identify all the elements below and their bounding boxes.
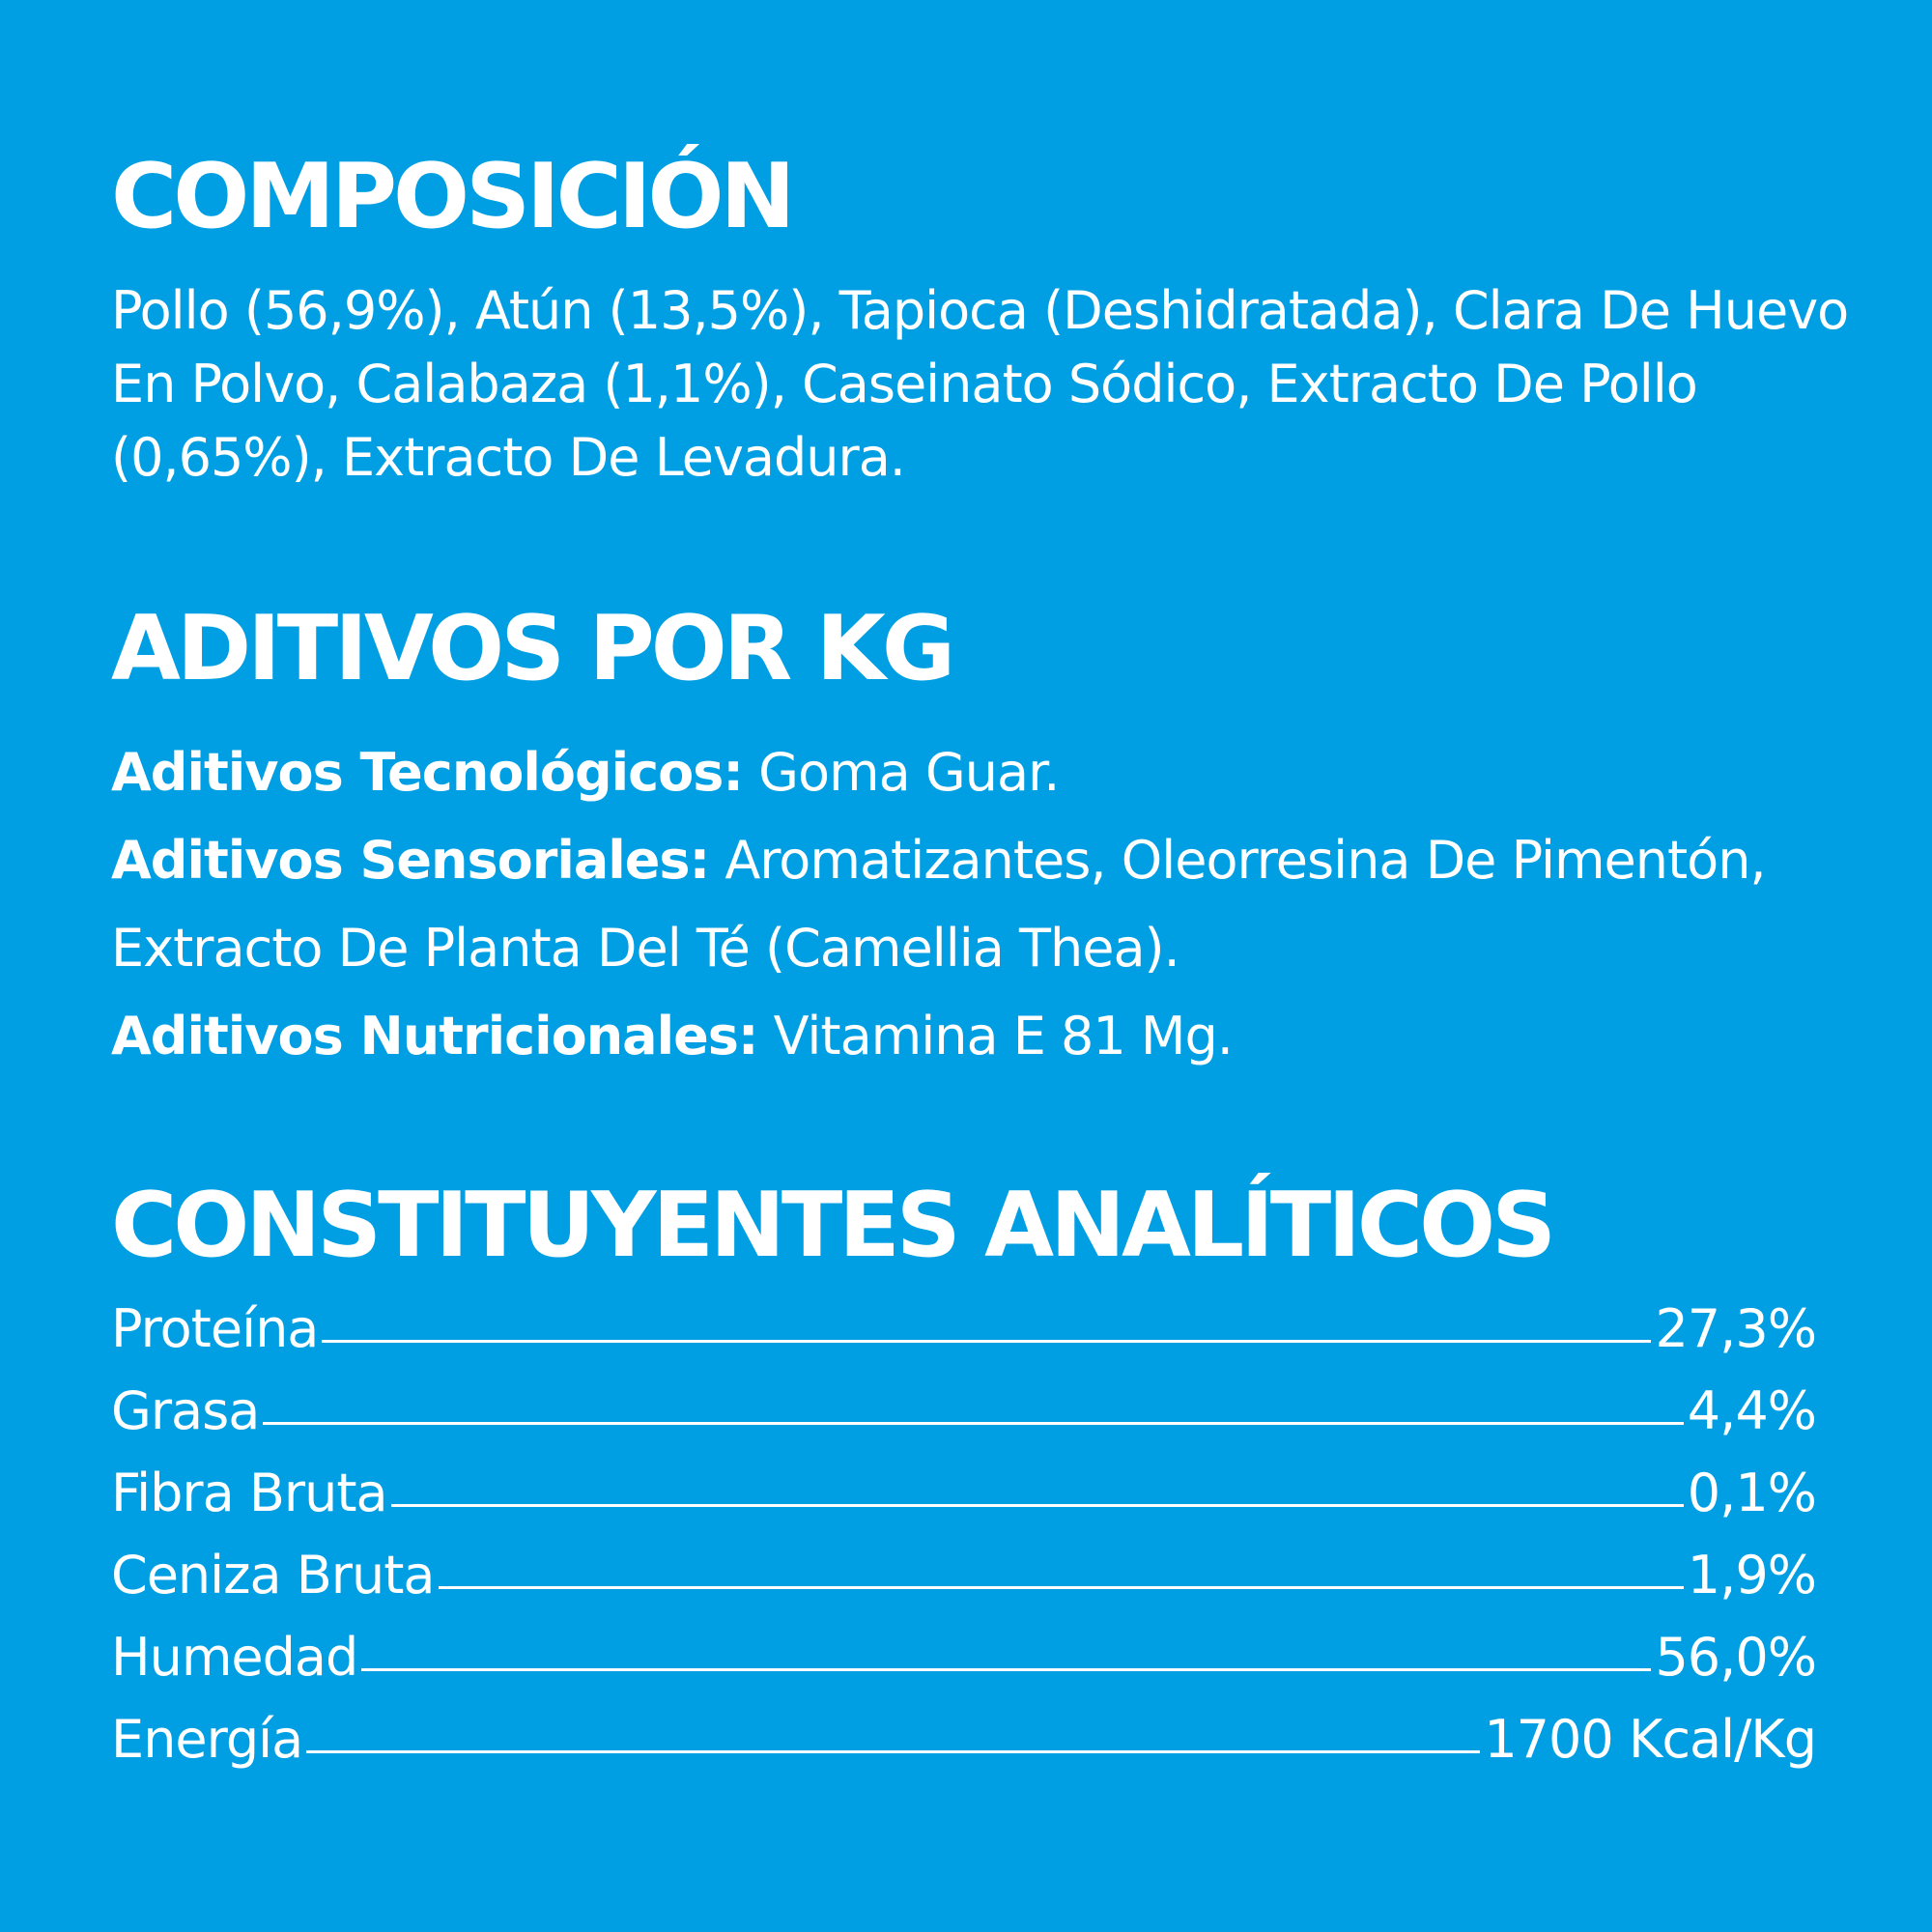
composition-text: Pollo (56,9%), Atún (13,5%), Tapioca (Deshidratada), Clara De Huevo En Polvo, Calabaza (1,1%), Caseinato Sódico, Extracto De Pollo (0,65%), Extracto De Levadura. <box>111 280 1849 488</box>
leader-line <box>391 1504 1684 1507</box>
constituent-value: 27,3% <box>1655 1298 1816 1359</box>
additives-heading: ADITIVOS POR KG <box>111 596 952 700</box>
constituent-name: Ceniza Bruta <box>111 1545 435 1605</box>
constituent-row-fat <box>111 1380 1816 1463</box>
constituent-row-moisture <box>111 1627 1816 1709</box>
constituent-value: 0,1% <box>1687 1463 1816 1523</box>
constituent-name: Proteína <box>111 1298 319 1359</box>
additive-value: Goma Guar. <box>758 742 1060 803</box>
additive-value: Aromatizantes, Oleorresina De Pimentón, Extracto De Planta Del Té (Camellia Thea). <box>111 830 1766 979</box>
constituent-name: Grasa <box>111 1380 260 1441</box>
analytical-constituents-list <box>111 1298 1816 1791</box>
additive-nutritional <box>111 992 1850 1080</box>
additive-technological <box>111 728 1850 816</box>
constituent-name: Fibra Bruta <box>111 1463 387 1523</box>
additives-list <box>111 728 1850 1080</box>
constituent-row-protein <box>111 1298 1816 1380</box>
additive-value: Vitamina E 81 Mg. <box>773 1006 1233 1066</box>
constituent-row-ash <box>111 1545 1816 1627</box>
analytical-constituents-heading: CONSTITUYENTES ANALÍTICOS <box>111 1173 1553 1277</box>
constituent-name: Humedad <box>111 1627 358 1688</box>
constituent-value: 1700 Kcal/Kg <box>1484 1709 1816 1770</box>
leader-line <box>306 1750 1480 1753</box>
constituent-value: 1,9% <box>1687 1545 1816 1605</box>
leader-line <box>439 1586 1684 1589</box>
additive-sensory <box>111 816 1850 992</box>
additive-label: Aditivos Nutricionales: <box>111 1006 758 1066</box>
constituent-value: 56,0% <box>1655 1627 1816 1688</box>
composition-heading: COMPOSICIÓN <box>111 144 792 248</box>
constituent-name: Energía <box>111 1709 303 1770</box>
additive-label: Aditivos Tecnológicos: <box>111 742 743 803</box>
leader-line <box>322 1340 1651 1343</box>
constituent-row-fiber <box>111 1463 1816 1545</box>
constituent-row-energy <box>111 1709 1816 1791</box>
additive-label: Aditivos Sensoriales: <box>111 830 710 891</box>
leader-line <box>361 1668 1651 1671</box>
leader-line <box>263 1422 1683 1425</box>
constituent-value: 4,4% <box>1687 1380 1816 1441</box>
